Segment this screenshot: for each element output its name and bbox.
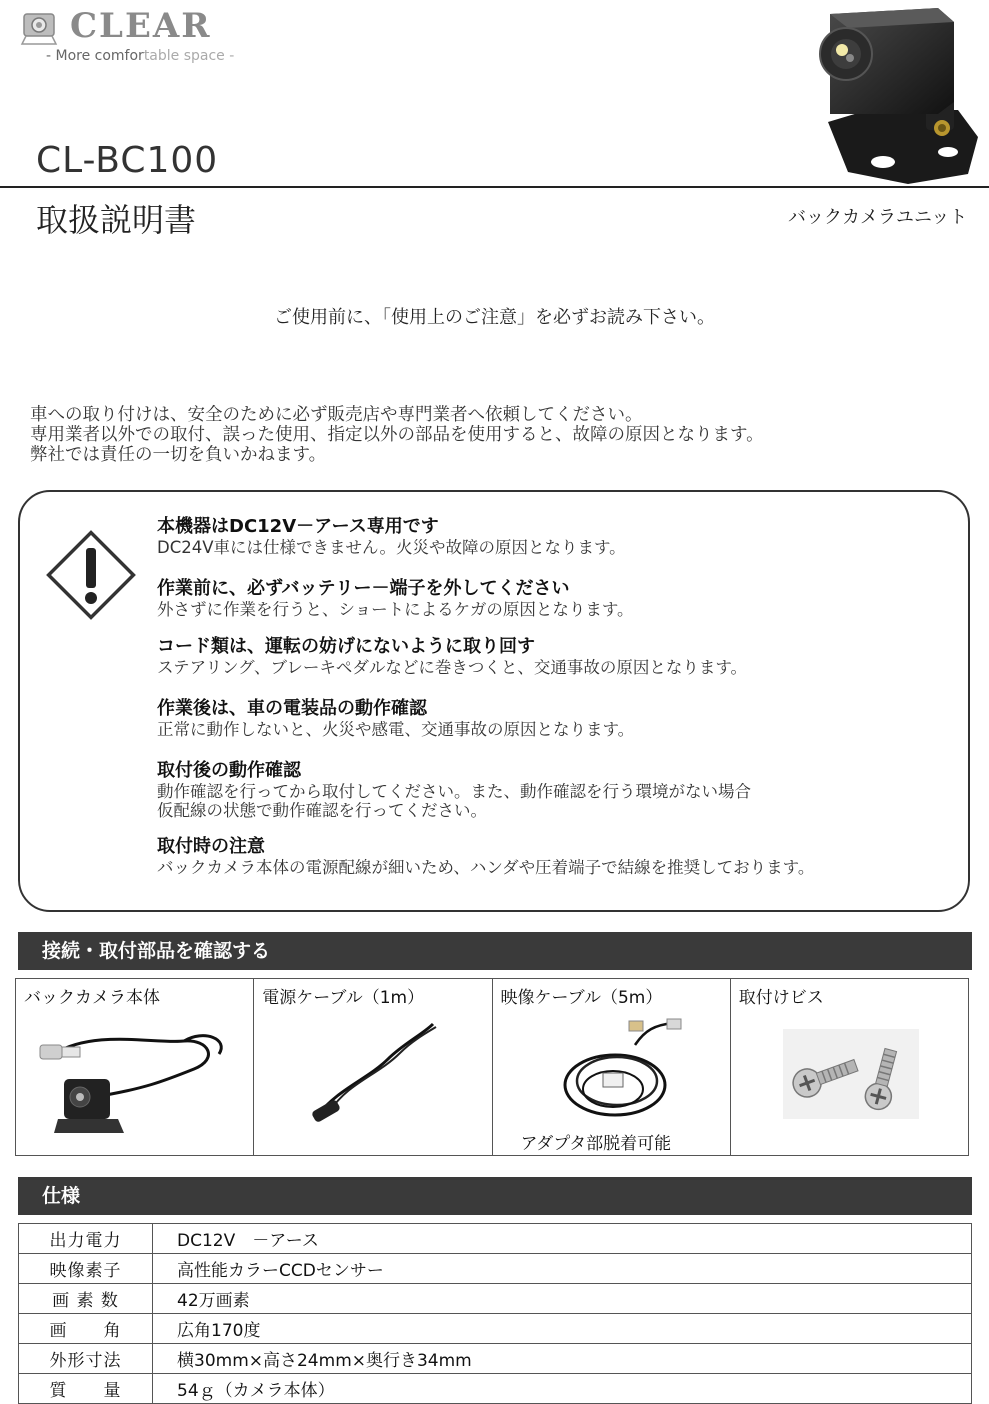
warning-diamond-icon	[44, 528, 138, 622]
product-type-label: バックカメラユニット	[788, 207, 968, 228]
caution-text: ステアリング、ブレーキペダルなどに巻きつくと、交通事故の原因となります。	[157, 658, 748, 677]
caution-heading: 作業後は、車の電装品の動作確認	[157, 698, 427, 719]
spec-value: 54ｇ（カメラ本体）	[153, 1374, 972, 1404]
caution-text: 動作確認を行ってから取付してください。また、動作確認を行う環境がない場合	[157, 782, 751, 801]
caution-item	[157, 760, 751, 820]
camera-product-photo	[808, 2, 984, 184]
spec-key: 質 量	[19, 1374, 153, 1404]
logo-tagline	[46, 48, 234, 64]
spec-value: 高性能カラーCCDセンサー	[153, 1254, 972, 1284]
logo-tagline-part-a: - More comfor	[46, 48, 144, 64]
spec-key: 映像素子	[19, 1254, 153, 1284]
caution-text: 外さずに作業を行うと、ショートによるケガの原因となります。	[157, 600, 634, 619]
caution-text: 仮配線の状態で動作確認を行ってください。	[157, 801, 487, 820]
caution-item	[157, 578, 634, 619]
video-cable-icon	[555, 1015, 695, 1125]
part-label: 取付けビス	[738, 988, 824, 1008]
table-row	[19, 1254, 972, 1284]
spec-key: 画 素 数	[19, 1284, 153, 1314]
caution-item	[157, 836, 814, 877]
brand-logo	[16, 4, 306, 70]
model-number: CL-BC100	[36, 140, 219, 181]
camera-with-cable-icon	[34, 1019, 234, 1139]
spec-table	[18, 1223, 972, 1404]
part-label: バックカメラ本体	[24, 988, 160, 1008]
table-row	[19, 1374, 972, 1404]
caution-heading: コード類は、運転の妨げにないように取り回す	[157, 636, 535, 657]
header-divider	[0, 186, 989, 188]
spec-value: 広角170度	[153, 1314, 972, 1344]
caution-text: バックカメラ本体の電源配線が細いため、ハンダや圧着端子で結線を推奨しております。	[157, 858, 815, 877]
table-row	[19, 1284, 972, 1314]
part-cell-screws	[731, 979, 968, 1155]
intro-line: 専用業者以外での取付、誤った使用、指定以外の部品を使用すると、故障の原因となります。	[30, 425, 764, 445]
part-cell-camera	[16, 979, 254, 1155]
intro-line: 弊社では責任の一切を負いかねます。	[30, 445, 327, 465]
spec-section-header: 仕様	[18, 1177, 972, 1215]
part-label: 映像ケーブル（5m）	[500, 988, 663, 1008]
parts-grid	[15, 978, 969, 1156]
spec-key: 画 角	[19, 1314, 153, 1344]
spec-value: 42万画素	[153, 1284, 972, 1314]
read-before-use-notice: ご使用前に、「使用上のご注意」を必ずお読み下さい。	[274, 307, 715, 328]
intro-line: 車への取り付けは、安全のために必ず販売店や専門業者へ依頼してください。	[30, 405, 643, 425]
parts-section-header: 接続・取付部品を確認する	[18, 932, 972, 970]
caution-item	[157, 698, 634, 739]
caution-heading: 取付後の動作確認	[157, 760, 301, 781]
manual-title: 取扱説明書	[36, 201, 197, 239]
spec-value: DC12V －アース	[153, 1224, 972, 1254]
spec-value: 横30mm×高さ24mm×奥行き34mm	[153, 1344, 972, 1374]
logo-camera-icon	[16, 10, 66, 46]
caution-text: 正常に動作しないと、火災や感電、交通事故の原因となります。	[157, 720, 635, 739]
caution-heading: 作業前に、必ずバッテリー－端子を外してください	[157, 578, 570, 599]
caution-text: DC24V車には仕様できません。火災や故障の原因となります。	[157, 538, 626, 557]
screws-icon	[783, 1029, 919, 1119]
logo-tagline-part-b: table space -	[143, 48, 235, 64]
caution-heading: 本機器はDC12V－アース専用です	[157, 516, 439, 537]
caution-item	[157, 516, 626, 557]
table-row	[19, 1224, 972, 1254]
caution-item	[157, 636, 747, 677]
part-cell-video-cable	[493, 979, 731, 1155]
part-caption: アダプタ部脱着可能	[520, 1134, 672, 1154]
table-row	[19, 1314, 972, 1344]
table-row	[19, 1344, 972, 1374]
part-cell-power-cable	[254, 979, 492, 1155]
caution-heading: 取付時の注意	[157, 836, 265, 857]
spec-key: 出力電力	[19, 1224, 153, 1254]
installation-intro	[30, 405, 960, 465]
spec-key: 外形寸法	[19, 1344, 153, 1374]
power-cable-icon	[308, 1019, 438, 1129]
part-label: 電源ケーブル（1m）	[262, 988, 425, 1008]
logo-wordmark: CLEAR	[70, 6, 212, 46]
